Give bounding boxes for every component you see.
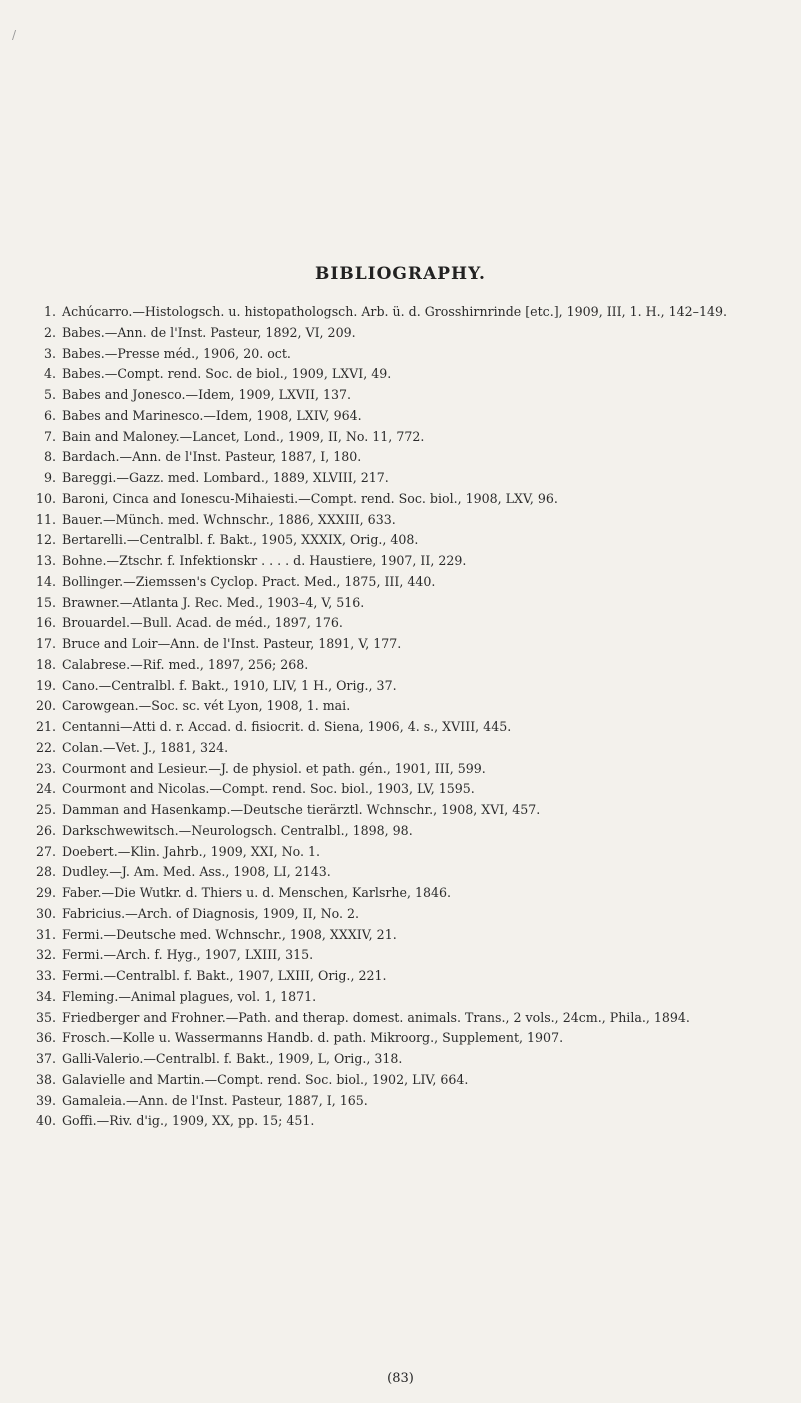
entry-text: Babes and Jonesco.—Idem, 1909, LXVII, 137. — [62, 387, 352, 402]
entry-number: 16. — [35, 615, 56, 631]
bibliography-entry — [28, 779, 780, 800]
bibliography-entry — [28, 634, 780, 655]
entry-text: Babes.—Compt. rend. Soc. de biol., 1909, LXVI, 49. — [62, 366, 392, 382]
bibliography-entry — [28, 489, 780, 510]
entry-text: Babes.—Ann. de l'Inst. Pasteur, 1892, VI, 209. — [62, 324, 356, 340]
entry-text: Goffi.—Riv. d'ig., 1909, XX, pp. 15; 451. — [62, 1113, 315, 1129]
entry-number: 3. — [43, 345, 56, 361]
entry-number: 27. — [35, 843, 56, 859]
entry-number: 19. — [35, 677, 56, 693]
entry-text: Fleming.—Animal plagues, vol. 1, 1871. — [62, 988, 317, 1004]
entry-text: Faber.—Die Wutkr. d. Thiers u. d. Menschen, Karlsrhe, 1846. — [62, 885, 452, 900]
bibliography-entry — [28, 842, 780, 863]
entry-text: Galli-Valerio.—Centralbl. f. Bakt., 1909, L, Orig., 318. — [62, 1051, 403, 1066]
bibliography-entry — [28, 344, 780, 365]
entry-number: 38. — [35, 1071, 56, 1087]
bibliography-entry — [28, 323, 780, 344]
bibliography-entry — [28, 364, 780, 385]
bibliography-entry — [28, 530, 780, 551]
entry-text: Darkschwewitsch.—Neurologsch. Centralbl., 1898, 98. — [62, 822, 413, 838]
stray-mark: / — [12, 28, 17, 42]
entry-text: Galavielle and Martin.—Compt. rend. Soc. biol., 1902, LIV, 664. — [62, 1071, 469, 1087]
bibliography-entry — [28, 800, 780, 821]
entry-number: 11. — [35, 511, 56, 527]
entry-number: 9. — [43, 470, 56, 485]
entry-number: 29. — [35, 885, 56, 900]
entry-number: 26. — [35, 822, 56, 838]
bibliography-entry — [28, 613, 780, 634]
entry-number: 1. — [43, 304, 56, 319]
bibliography-entry — [28, 1070, 780, 1091]
entry-text: Bohne.—Ztschr. f. Infektionskr . . . . d. Haustiere, 1907, II, 229. — [62, 553, 467, 568]
entry-text: Damman and Hasenkamp.—Deutsche tierärztl. Wchnschr., 1908, XVI, 457. — [62, 802, 541, 817]
bibliography-entry — [28, 385, 780, 406]
bibliography-entry — [28, 406, 780, 427]
bibliography-entry — [28, 738, 780, 759]
bibliography-entry — [28, 1008, 780, 1029]
entry-number: 10. — [35, 490, 56, 506]
bibliography-entry — [28, 987, 780, 1008]
entry-number: 39. — [35, 1092, 56, 1108]
entry-text: Bollinger.—Ziemssen's Cyclop. Pract. Med., 1875, III, 440. — [62, 573, 436, 589]
entry-text: Bareggi.—Gazz. med. Lombard., 1889, XLVIII, 217. — [62, 470, 389, 485]
page-title: BIBLIOGRAPHY. — [315, 264, 486, 284]
entry-number: 35. — [35, 1009, 56, 1025]
entry-number: 33. — [35, 968, 56, 983]
entry-number: 14. — [35, 573, 56, 589]
entry-text: Bruce and Loir—Ann. de l'Inst. Pasteur, 1891, V, 177. — [62, 636, 402, 651]
entry-number: 22. — [35, 739, 56, 755]
entry-text: Bauer.—Münch. med. Wchnschr., 1886, XXXIII, 633. — [62, 511, 396, 527]
entry-text: Dudley.—J. Am. Med. Ass., 1908, LI, 2143. — [62, 864, 331, 880]
entry-number: 32. — [35, 947, 56, 963]
entry-number: 34. — [35, 988, 56, 1004]
bibliography-entry — [28, 1111, 780, 1132]
entry-number: 40. — [35, 1113, 56, 1129]
bibliography-entry — [28, 593, 780, 614]
bibliography-entry — [28, 925, 780, 946]
entry-text: Babes.—Presse méd., 1906, 20. oct. — [62, 345, 291, 361]
entry-number: 13. — [35, 553, 56, 568]
bibliography-entry — [28, 572, 780, 593]
bibliography-entry — [28, 676, 780, 697]
entry-text: Baroni, Cinca and Ionescu-Mihaiesti.—Compt. rend. Soc. biol., 1908, LXV, 96. — [62, 490, 558, 506]
entry-number: 6. — [43, 407, 56, 423]
bibliography-entry — [28, 447, 780, 468]
bibliography-entry — [28, 904, 780, 925]
entry-text: Doebert.—Klin. Jahrb., 1909, XXI, No. 1. — [62, 843, 321, 859]
bibliography-entry — [28, 717, 780, 738]
entry-number: 37. — [35, 1051, 56, 1066]
entry-number: 12. — [35, 532, 56, 548]
entry-number: 28. — [35, 864, 56, 880]
bibliography-entry — [28, 821, 780, 842]
entry-text: Centanni—Atti d. r. Accad. d. fisiocrit. d. Siena, 1906, 4. s., XVIII, 445. — [62, 719, 512, 734]
entry-text: Fermi.—Arch. f. Hyg., 1907, LXIII, 315. — [62, 947, 314, 963]
bibliography-entry — [28, 966, 780, 987]
entry-text: Bertarelli.—Centralbl. f. Bakt., 1905, XXXIX, Orig., 408. — [62, 532, 419, 548]
bibliography-entry — [28, 862, 780, 883]
bibliography-entry — [28, 759, 780, 780]
entry-text: Frosch.—Kolle u. Wassermanns Handb. d. path. Mikroorg., Supplement, 1907. — [62, 1030, 564, 1046]
bibliography-entry — [28, 1028, 780, 1049]
entry-text: Bardach.—Ann. de l'Inst. Pasteur, 1887, I, 180. — [62, 449, 362, 465]
entry-number: 25. — [35, 802, 56, 817]
entry-text: Brawner.—Atlanta J. Rec. Med., 1903–4, V, 516. — [62, 594, 365, 610]
entry-text: Courmont and Lesieur.—J. de physiol. et path. gén., 1901, III, 599. — [62, 760, 486, 776]
bibliography-entry — [28, 1049, 780, 1070]
bibliography-entry — [28, 468, 780, 489]
entry-text: Fermi.—Deutsche med. Wchnschr., 1908, XXXIV, 21. — [62, 926, 397, 942]
page-number: (83) — [387, 1371, 414, 1386]
entry-text: Fermi.—Centralbl. f. Bakt., 1907, LXIII, Orig., 221. — [62, 968, 387, 983]
entry-number: 20. — [35, 698, 56, 714]
entry-number: 18. — [35, 656, 56, 672]
entry-text: Colan.—Vet. J., 1881, 324. — [62, 739, 229, 755]
bibliography-entry — [28, 1091, 780, 1112]
entry-text: Babes and Marinesco.—Idem, 1908, LXIV, 964. — [62, 407, 362, 423]
entry-text: Brouardel.—Bull. Acad. de méd., 1897, 176. — [62, 615, 343, 631]
entry-number: 36. — [35, 1030, 56, 1046]
entry-text: Gamaleia.—Ann. de l'Inst. Pasteur, 1887, I, 165. — [62, 1092, 368, 1108]
entry-number: 21. — [35, 719, 56, 734]
entry-text: Courmont and Nicolas.—Compt. rend. Soc. biol., 1903, LV, 1595. — [62, 781, 475, 797]
entry-text: Friedberger and Frohner.—Path. and therap. domest. animals. Trans., 2 vols., 24cm., Phila., 1894. — [62, 1009, 690, 1025]
entry-text: Cano.—Centralbl. f. Bakt., 1910, LIV, 1 H., Orig., 37. — [62, 677, 397, 693]
bibliography-entry — [28, 945, 780, 966]
bibliography-entry — [28, 883, 780, 904]
entry-number: 30. — [35, 905, 56, 921]
entry-number: 24. — [35, 781, 56, 797]
bibliography-list — [28, 302, 780, 1132]
entry-number: 4. — [43, 366, 56, 382]
bibliography-entry — [28, 427, 780, 448]
entry-number: 2. — [43, 324, 56, 340]
bibliography-entry — [28, 655, 780, 676]
bibliography-entry — [28, 510, 780, 531]
bibliography-entry — [28, 302, 780, 323]
entry-number: 8. — [43, 449, 56, 465]
entry-text: Bain and Maloney.—Lancet, Lond., 1909, II, No. 11, 772. — [62, 428, 425, 444]
entry-text: Calabrese.—Rif. med., 1897, 256; 268. — [62, 656, 309, 672]
entry-number: 31. — [35, 926, 56, 942]
entry-text: Fabricius.—Arch. of Diagnosis, 1909, II, No. 2. — [62, 905, 360, 921]
bibliography-entry — [28, 551, 780, 572]
bibliography-entry — [28, 696, 780, 717]
entry-number: 5. — [43, 387, 56, 402]
entry-number: 23. — [35, 760, 56, 776]
entry-number: 7. — [43, 428, 56, 444]
entry-text: Achúcarro.—Histologsch. u. histopathologsch. Arb. ü. d. Grosshirnrinde [etc.], 1909, III, 1. H., 142–149. — [62, 304, 728, 319]
entry-number: 17. — [35, 636, 56, 651]
entry-text: Carowgean.—Soc. sc. vét Lyon, 1908, 1. mai. — [62, 698, 351, 714]
entry-number: 15. — [35, 594, 56, 610]
